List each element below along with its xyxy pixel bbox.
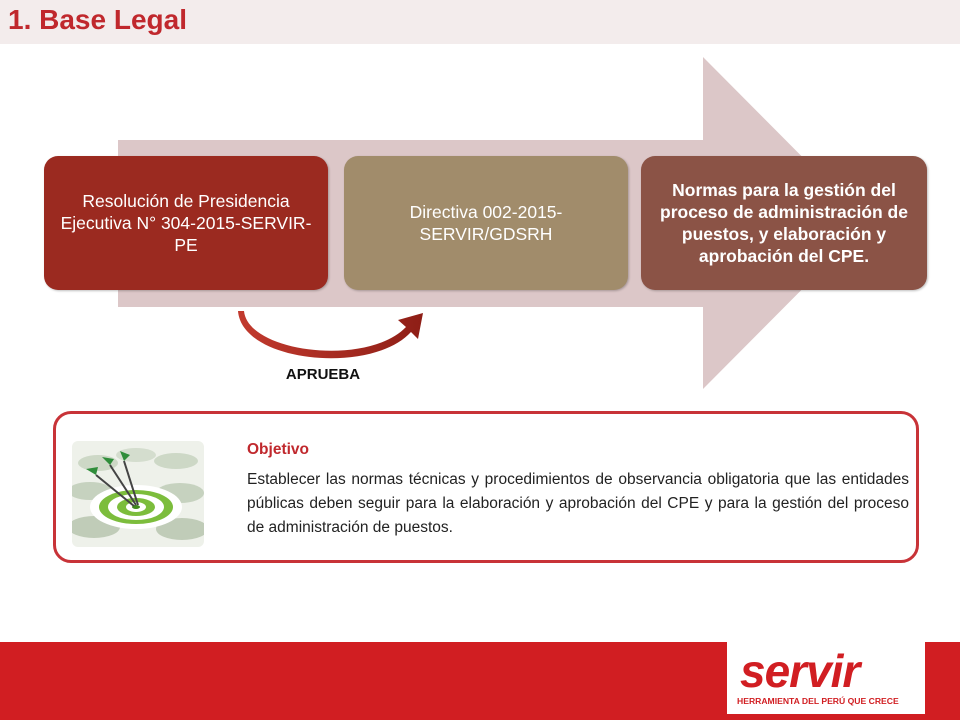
approves-curved-arrow-icon	[230, 305, 440, 367]
servir-logo	[727, 642, 925, 714]
logo-tagline: HERRAMIENTA DEL PERÚ QUE CRECE	[737, 696, 899, 706]
step-directiva-label: Directiva 002-2015-SERVIR/GDSRH	[409, 202, 563, 244]
step-resolucion	[44, 156, 328, 290]
step-normas-label: Normas para la gestión del proceso de administración de puestos, y elaboración y aprobación del CPE.	[660, 180, 908, 266]
step-directiva	[344, 156, 628, 290]
approves-label: APRUEBA	[285, 366, 361, 383]
objective-title: Objetivo	[247, 441, 310, 458]
step-resolucion-label: Resolución de Presidencia Ejecutiva N° 304-2015-SERVIR-PE	[60, 191, 312, 255]
page-title: 1. Base Legal	[8, 4, 187, 35]
target-image	[72, 441, 204, 547]
logo-word: servir	[740, 645, 860, 697]
step-normas	[641, 156, 927, 290]
objective-text: Establecer las normas técnicas y procedimientos de observancia obligatoria que las entidades públicas deben seguir para la elaboración y aprobación del CPE y para la gestión del proceso de administración de puestos.	[247, 471, 909, 536]
